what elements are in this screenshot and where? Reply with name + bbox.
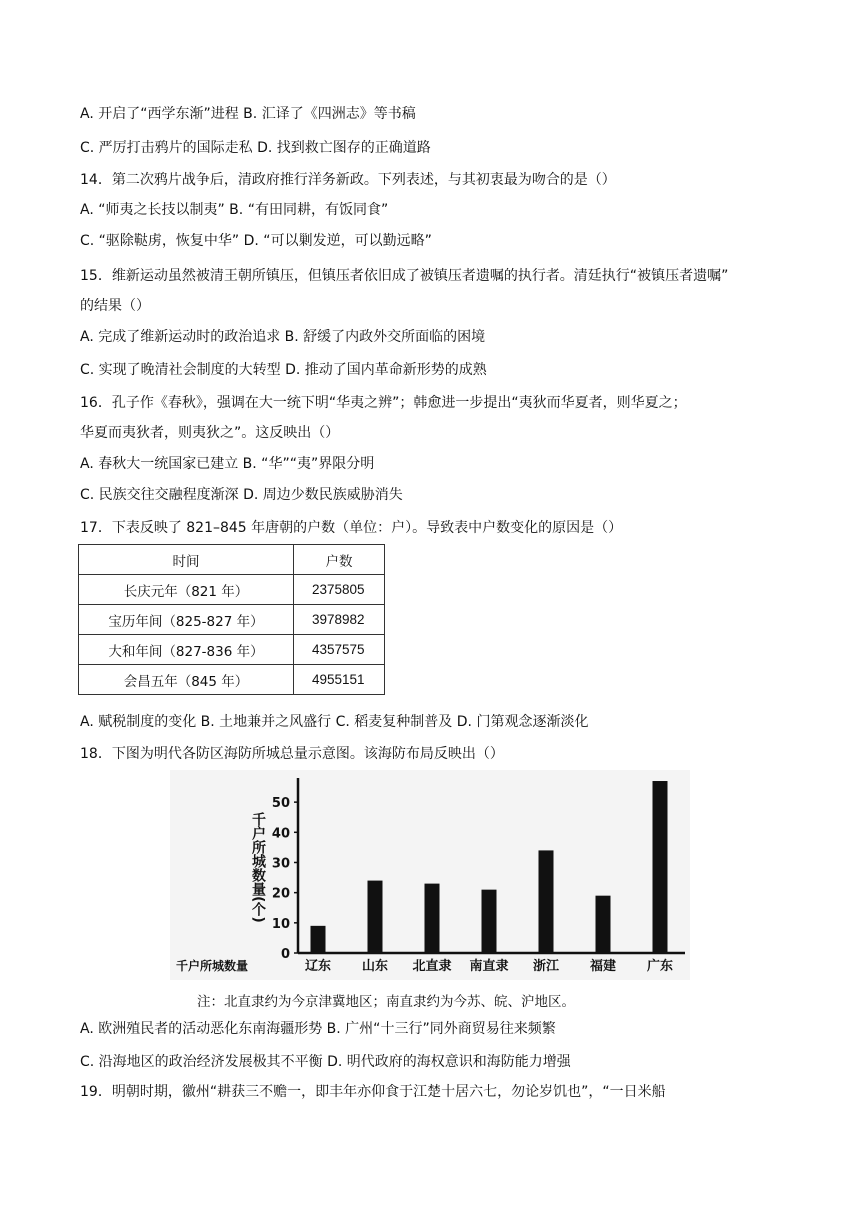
question-15-stem-line2: 的结果（） [80, 298, 150, 314]
x-tick-label: 北直隶 [412, 959, 452, 974]
x-tick-label: 广东 [646, 959, 674, 974]
coastal-defense-chart [170, 770, 690, 980]
question-14-option-cd: C. “驱除鞑虏，恢复中华” D. “可以剿发逆，可以勤远略” [80, 233, 432, 249]
table-header-households: 户数 [294, 545, 385, 575]
question-17-options: A. 赋税制度的变化 B. 土地兼并之风盛行 C. 稻麦复种制普及 D. 门第观念逐渐淡化 [80, 714, 589, 730]
chart-bar [311, 926, 326, 953]
question-18-option-cd: C. 沿海地区的政治经济发展极其不平衡 D. 明代政府的海权意识和海防能力增强 [80, 1054, 571, 1070]
question-16-option-cd: C. 民族交往交融程度渐深 D. 周边少数民族威胁消失 [80, 487, 403, 503]
y-tick-label: 10 [271, 916, 290, 932]
y-tick-label: 20 [271, 886, 290, 902]
question-16-stem-line1: 16．孔子作《春秋》，强调在大一统下明“华夷之辨”；韩愈进一步提出“夷狄而华夏者，则华夏之； [80, 395, 687, 411]
table-cell-households: 4357575 [294, 635, 385, 665]
x-axis-label: 千户所城数量 [176, 959, 249, 973]
y-tick-label: 30 [271, 856, 290, 872]
x-tick-label: 辽东 [304, 959, 332, 974]
question-18-stem: 18．下图为明代各防区海防所城总量示意图。该海防布局反映出（） [80, 746, 504, 762]
table-cell-time: 长庆元年（821 年） [79, 575, 294, 605]
table-cell-time: 大和年间（827-836 年） [79, 635, 294, 665]
y-axis-label: 千户所城数量(个) [250, 812, 266, 923]
question-18-option-ab: A. 欧洲殖民者的活动恶化东南海疆形势 B. 广州“十三行”同外商贸易往来频繁 [80, 1021, 556, 1037]
question-14-stem: 14．第二次鸦片战争后，清政府推行洋务新政。下列表述，与其初衷最为吻合的是（） [80, 172, 616, 188]
x-tick-label: 南直隶 [469, 959, 509, 974]
x-tick-label: 浙江 [532, 959, 560, 974]
bar-chart-svg [170, 770, 690, 980]
table-row [79, 575, 385, 605]
chart-bar [653, 781, 668, 953]
question-17-stem: 17．下表反映了 821–845 年唐朝的户数（单位：户）。导致表中户数变化的原因是（） [80, 520, 623, 536]
question-19-stem: 19．明朝时期，徽州“耕获三不赡一，即丰年亦仰食于江楚十居六七，勿论岁饥也”，“一日米船 [80, 1084, 666, 1100]
table-header-row [79, 545, 385, 575]
table-row [79, 635, 385, 665]
chart-bar [596, 896, 611, 953]
table-row [79, 665, 385, 695]
y-tick-label: 0 [280, 947, 290, 962]
chart-bar [425, 884, 440, 953]
household-table [78, 544, 385, 695]
x-tick-label: 山东 [361, 959, 389, 974]
question-14-option-ab: A. “师夷之长技以制夷” B. “有田同耕，有饭同食” [80, 202, 389, 218]
table-row [79, 605, 385, 635]
chart-bar [482, 890, 497, 953]
chart-bar [539, 850, 554, 953]
table-cell-households: 4955151 [294, 665, 385, 695]
table-cell-households: 2375805 [294, 575, 385, 605]
question-13-option-ab: A. 开启了“西学东渐”进程 B. 汇译了《四洲志》等书稿 [80, 106, 416, 122]
table-cell-time: 会昌五年（845 年） [79, 665, 294, 695]
chart-bar [368, 881, 383, 953]
y-tick-label: 50 [271, 796, 290, 812]
chart-footnote: 注：北直隶约为今京津冀地区；南直隶约为今苏、皖、沪地区。 [197, 994, 575, 1010]
y-tick-label: 40 [271, 826, 290, 842]
table-header-time: 时间 [79, 545, 294, 575]
table-cell-households: 3978982 [294, 605, 385, 635]
table-cell-time: 宝历年间（825-827 年） [79, 605, 294, 635]
question-15-option-cd: C. 实现了晚清社会制度的大转型 D. 推动了国内革命新形势的成熟 [80, 362, 487, 378]
question-15-option-ab: A. 完成了维新运动时的政治追求 B. 舒缓了内政外交所面临的困境 [80, 329, 486, 345]
question-16-stem-line2: 华夏而夷狄者，则夷狄之”。这反映出（） [80, 425, 340, 441]
x-tick-label: 福建 [589, 959, 617, 974]
question-13-option-cd: C. 严厉打击鸦片的国际走私 D. 找到救亡图存的正确道路 [80, 140, 431, 156]
question-16-option-ab: A. 春秋大一统国家已建立 B. “华”“夷”界限分明 [80, 456, 375, 472]
question-15-stem-line1: 15．维新运动虽然被清王朝所镇压，但镇压者依旧成了被镇压者遗嘱的执行者。清廷执行“被镇压者遗嘱” [80, 268, 729, 284]
